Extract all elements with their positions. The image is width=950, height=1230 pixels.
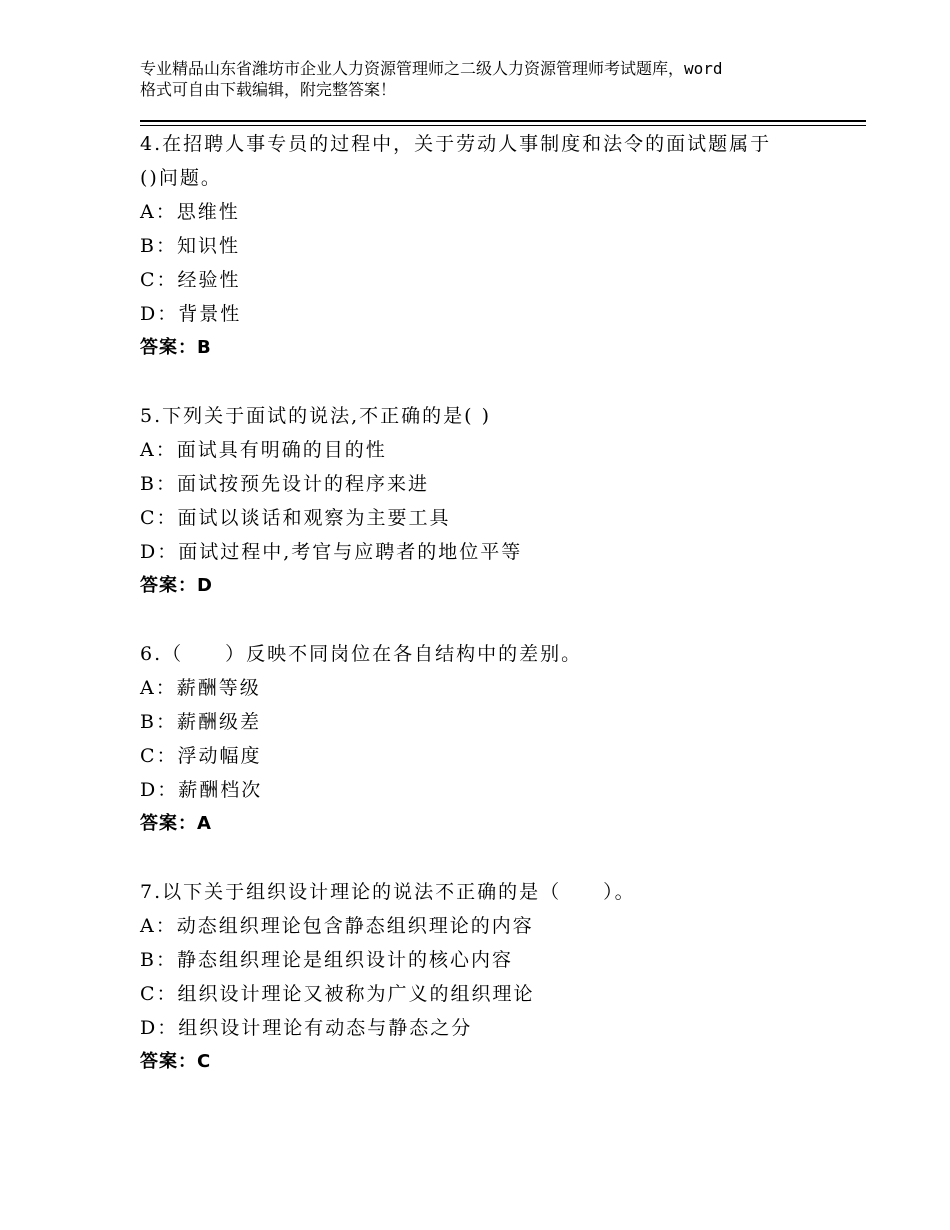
option-a: A：薪酬等级 xyxy=(140,677,261,699)
option-c: C：浮动幅度 xyxy=(140,745,262,767)
question-text-line-2: ()问题。 xyxy=(140,167,222,189)
answer: 答案：B xyxy=(140,337,212,358)
answer: 答案：A xyxy=(140,813,212,834)
option-a: A：动态组织理论包含静态组织理论的内容 xyxy=(140,915,534,937)
option-c: C：组织设计理论又被称为广义的组织理论 xyxy=(140,983,535,1005)
option-d: D：薪酬档次 xyxy=(140,779,263,801)
option-d: D：组织设计理论有动态与静态之分 xyxy=(140,1017,473,1039)
question-text xyxy=(140,637,840,671)
question-text-line-1: 4.在招聘人事专员的过程中，关于劳动人事制度和法令的面试题属于 xyxy=(140,133,772,155)
question-text-line-1: 7.以下关于组织设计理论的说法不正确的是（ ）。 xyxy=(140,881,636,903)
header-line-1: 专业精品山东省潍坊市企业人力资源管理师之二级人力资源管理师考试题库，word xyxy=(140,59,723,78)
option-c: C：面试以谈话和观察为主要工具 xyxy=(140,507,451,529)
header-line-2: 格式可自由下载编辑，附完整答案！ xyxy=(140,80,397,99)
option-d: D：面试过程中,考官与应聘者的地位平等 xyxy=(140,541,523,563)
question-text xyxy=(140,127,840,195)
question-text xyxy=(140,399,840,433)
option-b: B：知识性 xyxy=(140,235,240,257)
option-a: A：面试具有明确的目的性 xyxy=(140,439,387,461)
header-rule-thick xyxy=(140,120,866,122)
question-7 xyxy=(140,875,840,1079)
question-6 xyxy=(140,637,840,841)
answer: 答案：D xyxy=(140,575,213,596)
option-b: B：薪酬级差 xyxy=(140,711,261,733)
option-a: A：思维性 xyxy=(140,201,240,223)
question-text-line-1: 5.下列关于面试的说法,不正确的是( ) xyxy=(140,405,492,427)
question-text-line-1: 6.（ ）反映不同岗位在各自结构中的差别。 xyxy=(140,643,583,665)
header-rule-thin xyxy=(140,125,866,126)
option-d: D：背景性 xyxy=(140,303,242,325)
option-b: B：面试按预先设计的程序来进 xyxy=(140,473,429,495)
question-list xyxy=(140,127,840,1113)
question-4 xyxy=(140,127,840,365)
question-text xyxy=(140,875,840,909)
option-b: B：静态组织理论是组织设计的核心内容 xyxy=(140,949,513,971)
option-c: C：经验性 xyxy=(140,269,241,291)
question-5 xyxy=(140,399,840,603)
document-header xyxy=(140,58,830,100)
answer: 答案：C xyxy=(140,1051,212,1072)
